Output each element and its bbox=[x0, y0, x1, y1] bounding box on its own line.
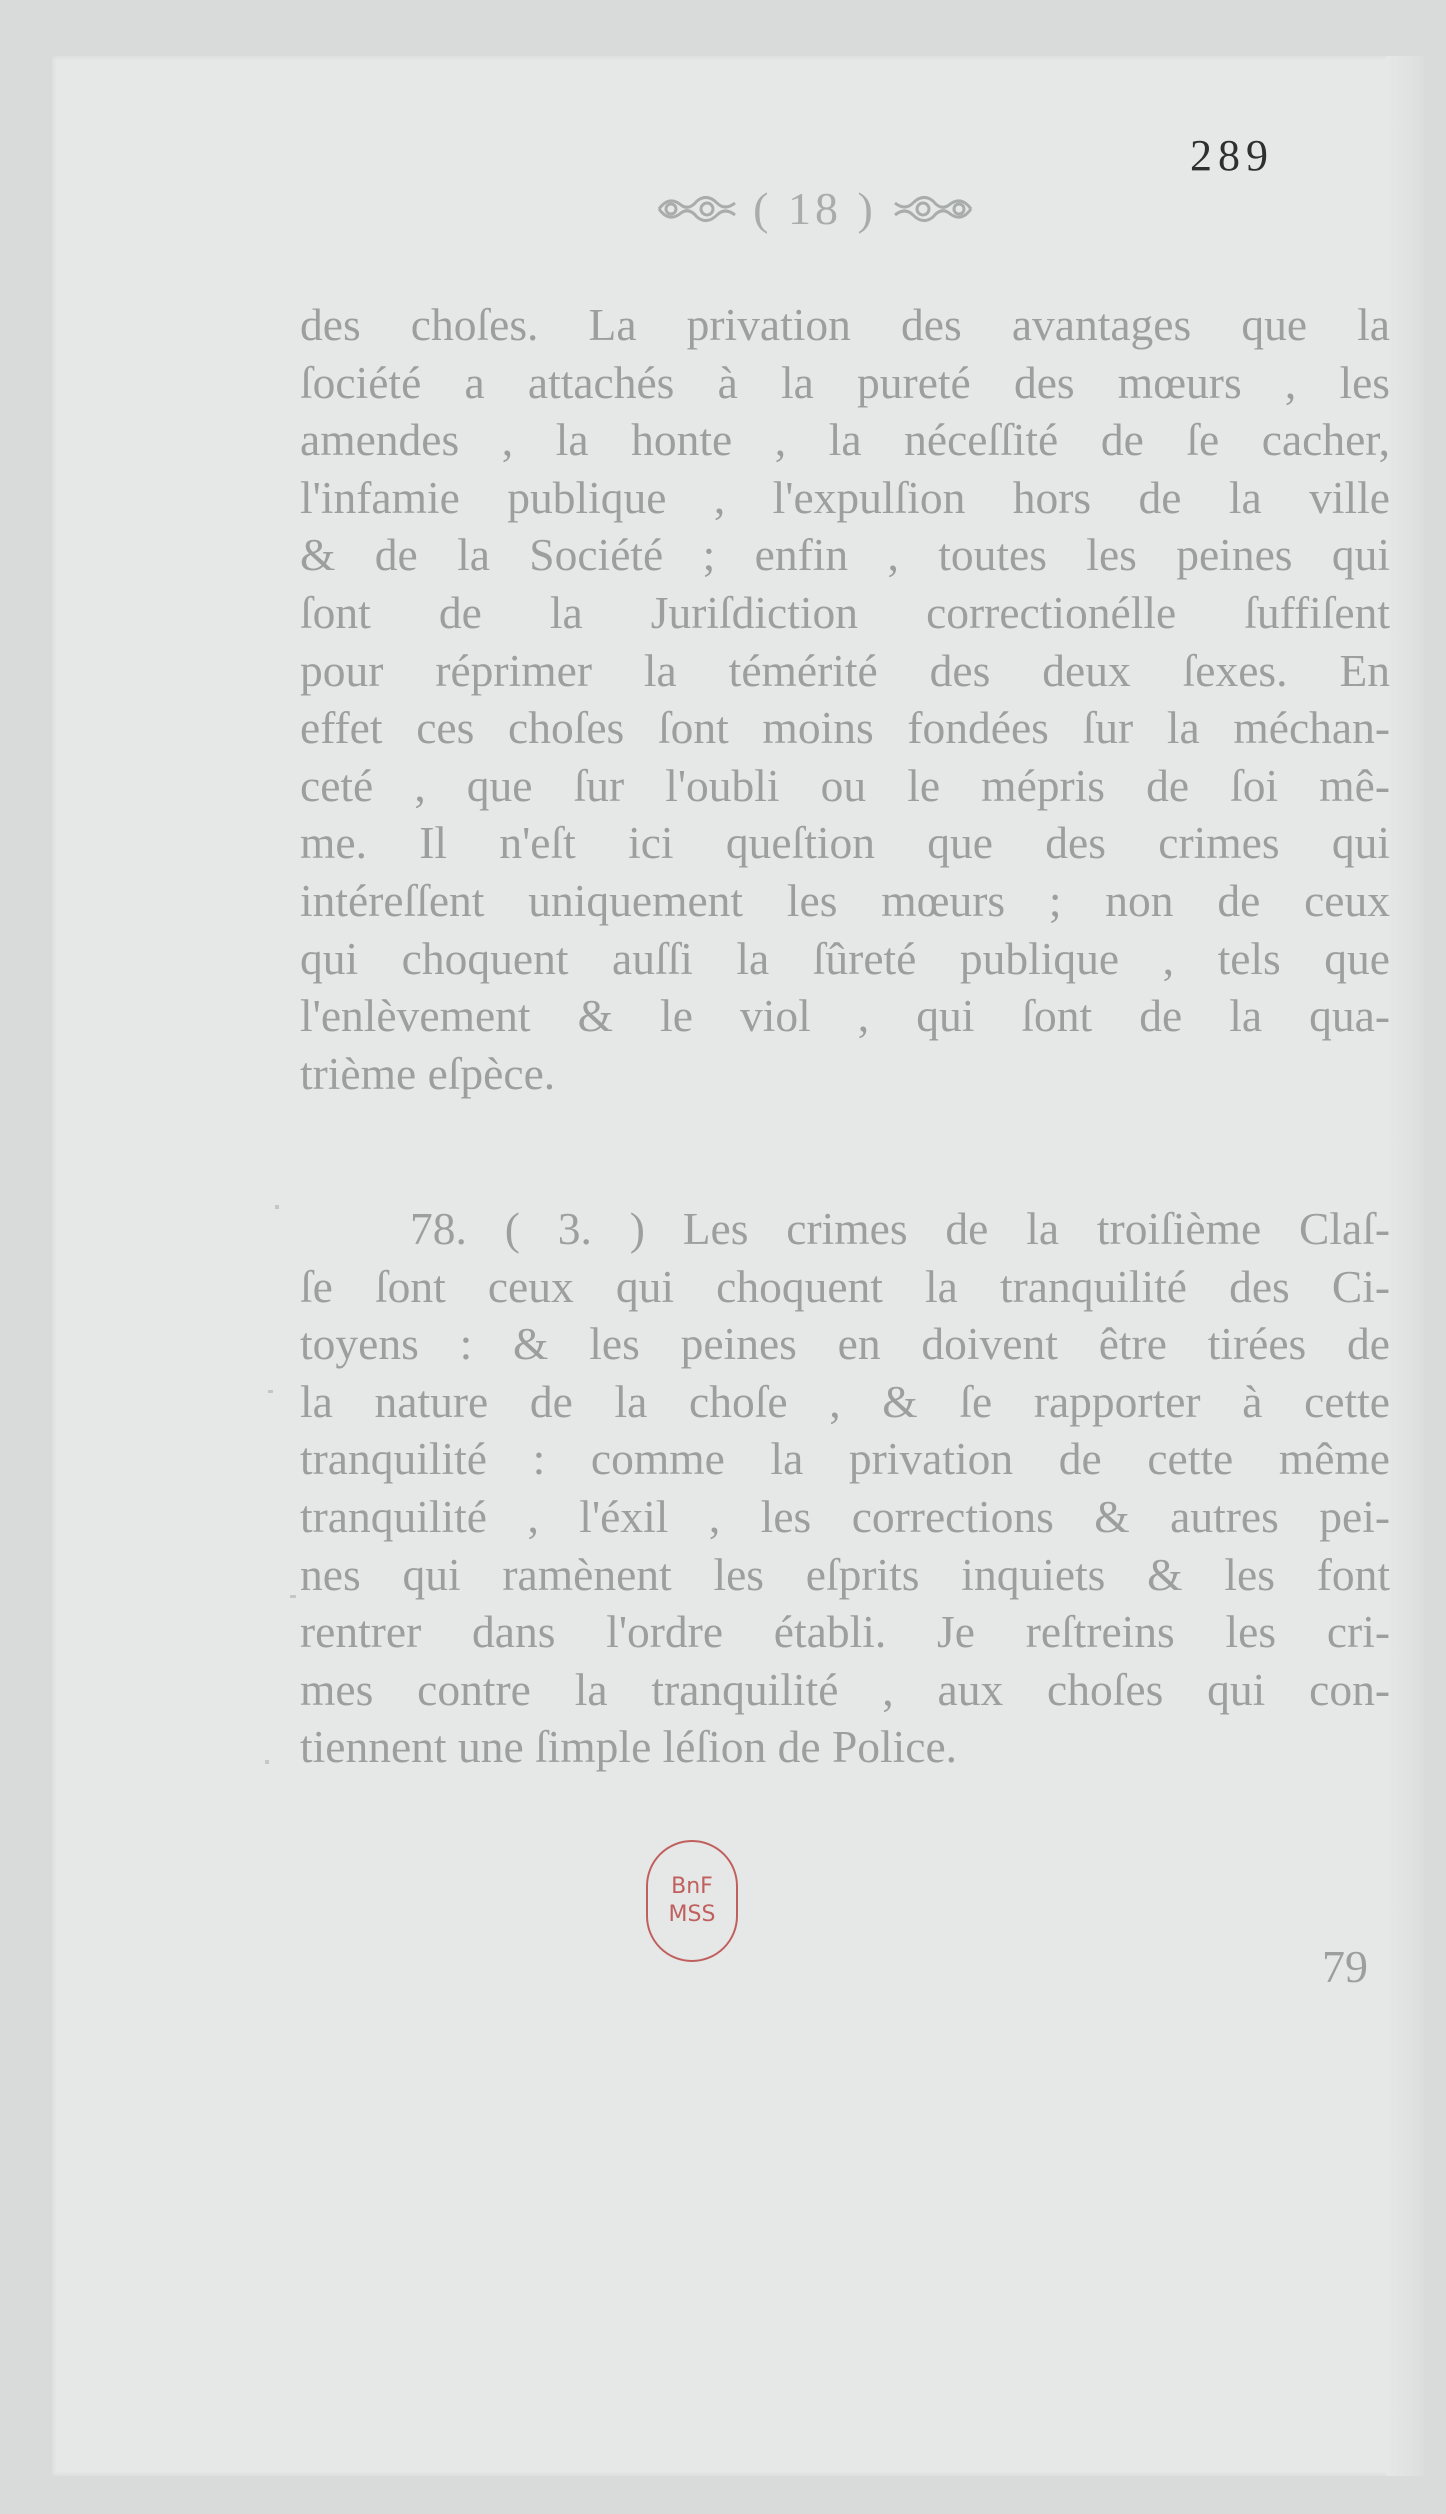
margin-mark bbox=[290, 1595, 296, 1598]
text-line: ſont de la Juriſdiction correctionélle ſuffiſent bbox=[300, 586, 1390, 638]
stamp-line-2: MSS bbox=[668, 1902, 716, 1927]
text-line: rentrer dans l'ordre établi. Je reſtreins les cri- bbox=[300, 1606, 1390, 1658]
text-line: ſe ſont ceux qui choquent la tranquilité des Ci- bbox=[300, 1260, 1390, 1312]
text-line: 78. ( 3. ) Les crimes de la troiſième Claſ- bbox=[410, 1203, 1390, 1254]
running-header bbox=[600, 182, 1030, 235]
text-line: amendes , la honte , la néceſſité de ſe cacher, bbox=[300, 414, 1390, 466]
library-stamp bbox=[646, 1840, 738, 1962]
text-line: des choſes. La privation des avantages que la bbox=[300, 299, 1390, 350]
text-line: qui choquent auſſi la ſûreté publique , tels que bbox=[300, 932, 1390, 984]
text-line: tiennent une ſimple léſion de Police. bbox=[300, 1721, 958, 1773]
stamp-line-1: BnF bbox=[671, 1874, 713, 1899]
fleuron-right-icon bbox=[889, 189, 979, 229]
text-line: pour réprimer la témérité des deux ſexes. En bbox=[300, 644, 1390, 696]
text-line: & de la Société ; enfin , toutes les peines qui bbox=[300, 529, 1390, 581]
paragraph-1 bbox=[300, 296, 1390, 1102]
margin-mark bbox=[275, 1205, 279, 1209]
page-edge bbox=[1386, 56, 1424, 2476]
text-line: tranquilité : comme la privation de cette même bbox=[300, 1433, 1390, 1485]
text-line: ſociété a attachés à la pureté des mœurs , les bbox=[300, 356, 1390, 408]
page-number-header: ( 18 ) bbox=[753, 183, 877, 234]
text-line: toyens : & les peines en doivent être tirées de bbox=[300, 1318, 1390, 1370]
catchword: 79 bbox=[1322, 1941, 1368, 1992]
paragraph-2 bbox=[300, 1200, 1390, 1776]
text-line: mes contre la tranquilité , aux choſes qui con- bbox=[300, 1663, 1390, 1715]
folio-number: 289 bbox=[1190, 131, 1274, 180]
text-line: ceté , que ſur l'oubli ou le mépris de ſoi mê- bbox=[300, 759, 1390, 811]
text-line: effet ces choſes ſont moins fondées ſur la méchan- bbox=[300, 702, 1390, 754]
margin-mark bbox=[265, 1760, 269, 1764]
text-line: l'enlèvement & le viol , qui ſont de la qua- bbox=[300, 990, 1390, 1042]
text-line: me. Il n'eſt ici queſtion que des crimes qui bbox=[300, 817, 1390, 869]
text-line: l'infamie publique , l'expulſion hors de la ville bbox=[300, 471, 1390, 523]
text-line: intéreſſent uniquement les mœurs ; non de ceux bbox=[300, 874, 1390, 926]
text-line: tranquilité , l'éxil , les corrections & autres pei- bbox=[300, 1490, 1390, 1542]
text-line: trième eſpèce. bbox=[300, 1047, 556, 1099]
margin-mark bbox=[268, 1390, 273, 1393]
fleuron-left-icon bbox=[651, 189, 741, 229]
text-line: nes qui ramènent les eſprits inquiets & les font bbox=[300, 1548, 1390, 1600]
text-line: la nature de la choſe , & ſe rapporter à cette bbox=[300, 1375, 1390, 1427]
